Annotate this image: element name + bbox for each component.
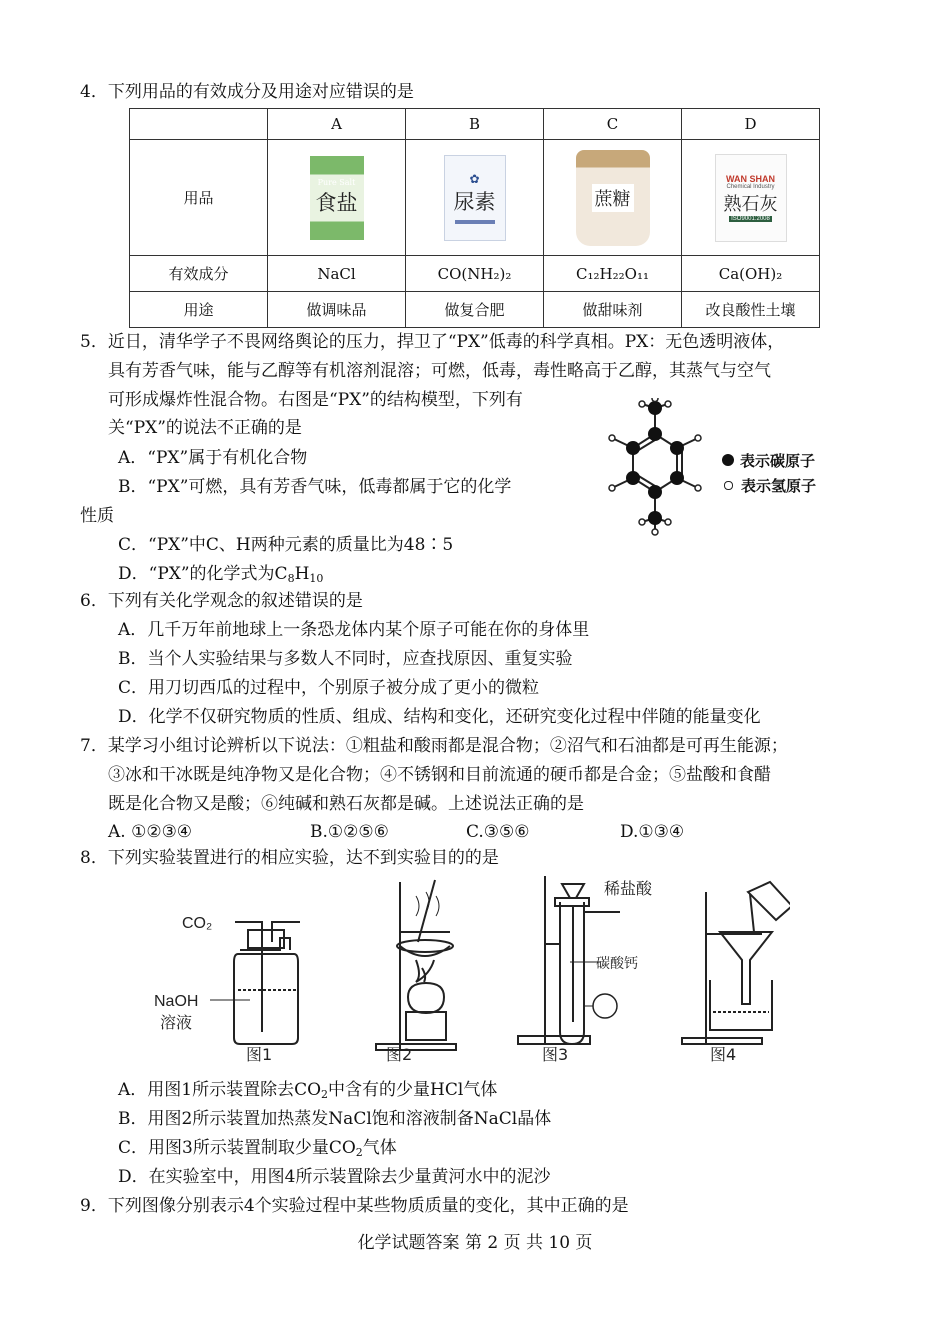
carbon-atom <box>648 401 662 415</box>
q7-option-b: B.①②⑤⑥ <box>310 822 389 842</box>
product-c <box>544 140 682 256</box>
q4-table <box>129 108 820 328</box>
q5-line1: 5．近日，清华学子不畏网络舆论的压力，捍卫了“PX”低毒的科学真相。PX：无色透明液体， <box>80 332 785 352</box>
fig4-label: 图4 <box>710 1045 737 1064</box>
component-c: C₁₂H₂₂O₁₁ <box>544 256 682 292</box>
q7-option-c: C.③⑤⑥ <box>466 822 530 842</box>
logo-icon: ✿ <box>469 171 480 186</box>
naoh-solution-label: 溶液 <box>160 1013 193 1032</box>
co2-label: CO₂ <box>182 915 213 932</box>
carbon-atom <box>670 471 684 485</box>
q9-stem: 9．下列图像分别表示4个实验过程中某些物质质量的变化，其中正确的是 <box>80 1196 629 1216</box>
naoh-label: NaOH <box>154 993 199 1010</box>
q5-option-b-cont: 性质 <box>80 506 114 526</box>
urea-package-image: ✿ 尿素 <box>444 155 506 241</box>
q8-stem: 8．下列实验装置进行的相应实验，达不到实验目的的是 <box>80 848 499 868</box>
q5-option-a: A．“PX”属于有机化合物 <box>118 448 308 468</box>
q6-option-b: B．当个人实验结果与多数人不同时，应查找原因、重复实验 <box>118 649 573 669</box>
q7-line1: 7．某学习小组讨论辨析以下说法：①粗盐和酸雨都是混合物；②沼气和石油都是可再生能源； <box>80 736 788 756</box>
q5-line3: 可形成爆炸性混合物。右图是“PX”的结构模型，下列有 <box>108 390 523 410</box>
salt-package-image: Pure Salt 食盐 <box>310 156 364 240</box>
caco3-label: 碳酸钙 <box>596 956 638 972</box>
row-label-product: 用品 <box>130 140 268 256</box>
use-b: 做复合肥 <box>406 292 544 328</box>
q7-option-a: A. ①②③④ <box>108 822 193 842</box>
q6-option-a: A．几千万年前地球上一条恐龙体内某个原子可能在你的身体里 <box>118 620 590 640</box>
product-d <box>682 140 820 256</box>
q5-line4: 关“PX”的说法不正确的是 <box>108 418 302 438</box>
header-d: D <box>682 109 820 140</box>
row-label-component: 有效成分 <box>130 256 268 292</box>
px-molecule-model <box>598 398 708 538</box>
q8-option-d: D．在实验室中，用图4所示装置除去少量黄河水中的泥沙 <box>118 1167 551 1187</box>
q8-option-a: A．用图1所示装置除去$CO_2$中含有的少量HCl气体 <box>118 1080 498 1101</box>
q5-option-c: C．“PX”中C、H两种元素的质量比为48∶5 <box>118 535 454 555</box>
carbon-atom <box>670 441 684 455</box>
q6-stem: 6．下列有关化学观念的叙述错误的是 <box>80 591 363 611</box>
q5-option-b: B．“PX”可燃，具有芳香气味，低毒都属于它的化学 <box>118 477 512 497</box>
carbon-atom <box>626 471 640 485</box>
sugar-jar-image: 蔗糖 <box>576 150 650 246</box>
header-b: B <box>406 109 544 140</box>
carbon-atom <box>648 511 662 525</box>
product-a <box>268 140 406 256</box>
legend-carbon: 表示碳原子 <box>722 450 815 471</box>
q5-line2: 具有芳香气味，能与乙醇等有机溶剂混溶；可燃，低毒，毒性略高于乙醇，其蒸气与空气 <box>108 361 771 381</box>
header-a: A <box>268 109 406 140</box>
legend-hydrogen: 表示氢原子 <box>722 475 816 496</box>
product-b <box>406 140 544 256</box>
q8-apparatus-figures <box>150 872 790 1067</box>
component-a: NaCl <box>268 256 406 292</box>
q7-line3: 既是化合物又是酸；⑥纯碱和熟石灰都是碱。上述说法正确的是 <box>108 794 584 814</box>
carbon-atom <box>648 485 662 499</box>
q4-stem: 4．下列用品的有效成分及用途对应错误的是 <box>80 82 414 102</box>
fig1-label: 图1 <box>246 1045 273 1064</box>
q5-option-d: D．“PX”的化学式为$C_8H_{10}$ <box>118 564 324 585</box>
acid-label: 稀盐酸 <box>604 879 653 898</box>
q7-option-d: D.①③④ <box>620 822 685 842</box>
header-c: C <box>544 109 682 140</box>
q8-option-b: B．用图2所示装置加热蒸发NaCl饱和溶液制备NaCl晶体 <box>118 1109 552 1129</box>
hydrogen-dot-icon <box>724 481 733 490</box>
fig2-label: 图2 <box>386 1045 413 1064</box>
use-c: 做甜味剂 <box>544 292 682 328</box>
use-d: 改良酸性土壤 <box>682 292 820 328</box>
component-b: CO(NH₂)₂ <box>406 256 544 292</box>
q6-option-d: D．化学不仅研究物质的性质、组成、结构和变化，还研究变化过程中伴随的能量变化 <box>118 707 761 727</box>
carbon-atom <box>626 441 640 455</box>
carbon-dot-icon <box>722 454 734 466</box>
page-footer: 化学试题答案 第 2 页 共 10 页 <box>357 1233 593 1253</box>
q8-option-c: C．用图3所示装置制取少量$CO_2$气体 <box>118 1138 397 1159</box>
q7-line2: ③冰和干冰既是纯净物又是化合物；④不锈钢和目前流通的硬币都是合金；⑤盐酸和食醋 <box>108 765 771 785</box>
fig3-label: 图3 <box>542 1045 569 1064</box>
use-a: 做调味品 <box>268 292 406 328</box>
q6-option-c: C．用刀切西瓜的过程中，个别原子被分成了更小的微粒 <box>118 678 540 698</box>
row-label-use: 用途 <box>130 292 268 328</box>
header-blank <box>130 109 268 140</box>
component-d: Ca(OH)₂ <box>682 256 820 292</box>
carbon-atom <box>648 427 662 441</box>
slaked-lime-package-image: WAN SHAN Chemical Industry 熟石灰 ISO9001:2008 <box>715 154 787 242</box>
